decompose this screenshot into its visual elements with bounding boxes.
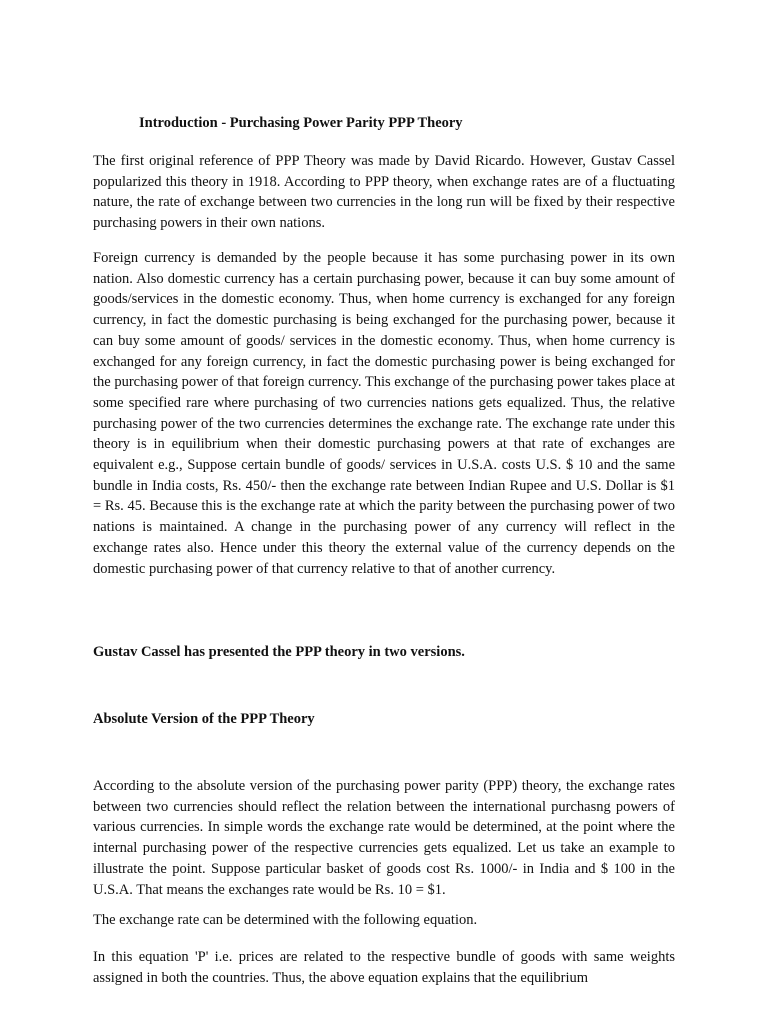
section-heading-absolute-version: Absolute Version of the PPP Theory xyxy=(93,711,315,727)
section-heading-two-versions: Gustav Cassel has presented the PPP theory in two versions. xyxy=(93,644,465,660)
document-title: Introduction - Purchasing Power Parity PPP Theory xyxy=(139,115,463,131)
paragraph-introduction: The first original reference of PPP Theory was made by David Ricardo. However, Gustav Cassel popularized this theory in 1918. According to PPP theory, when exchange rates are of a fluctuating nature, the rate of exchange between two currencies in the long run will be fixed by their respective purchasing powers in their own nations. xyxy=(93,153,675,232)
paragraph-foreign-currency: Foreign currency is demanded by the people because it has some purchasing power in its own nation. Also domestic currency has a certain purchasing power, because it can buy some amount of goods/services in the domestic economy. Thus, when home currency is exchanged for any foreign currency, in fact the domestic purchasing is being exchanged for the purchasing power, because it can buy some amount of goods/ services in the domestic economy. Thus, when home currency is exchanged for any foreign currency, in fact the domestic purchasing power is being exchanged for the purchasing power of that foreign currency. This exchange of the purchasing power takes place at some specified rare where purchasing of two currencies nations gets equalized. Thus, the relative purchasing power of the two currencies determines the exchange rate. The exchange rate under this theory is in equilibrium when their domestic purchasing powers at that rate of exchanges are equivalent e.g., Suppose certain bundle of goods/ services in U.S.A. costs U.S. $ 10 and the same bundle in India costs, Rs. 450/- then the exchange rate between Indian Rupee and U.S. Dollar is $1 = Rs. 45. Because this is the exchange rate at which the parity between the purchasing power of two nations is maintained. A change in the purchasing power of any currency will reflect in the exchange rates also. Hence under this theory the external value of the currency depends on the domestic purchasing power of that currency relative to that of another currency. xyxy=(93,250,675,577)
paragraph-equation-explanation: In this equation 'P' i.e. prices are related to the respective bundle of goods with same weights assigned in both the countries. Thus, the above equation explains that the equilibrium xyxy=(93,949,675,986)
paragraph-equation-intro: The exchange rate can be determined with the following equation. xyxy=(93,912,478,928)
paragraph-absolute-version: According to the absolute version of the purchasing power parity (PPP) theory, the exchange rates between two currencies should reflect the relation between the international purchasng powers of various currencies. In simple words the exchange rate would be determined, at the point where the internal purchasing power of the respective currencies gets equalized. Let us take an example to illustrate the point. Suppose particular basket of goods cost Rs. 1000/- in India and $ 100 in the U.S.A. That means the exchanges rate would be Rs. 10 = $1. xyxy=(93,778,675,898)
